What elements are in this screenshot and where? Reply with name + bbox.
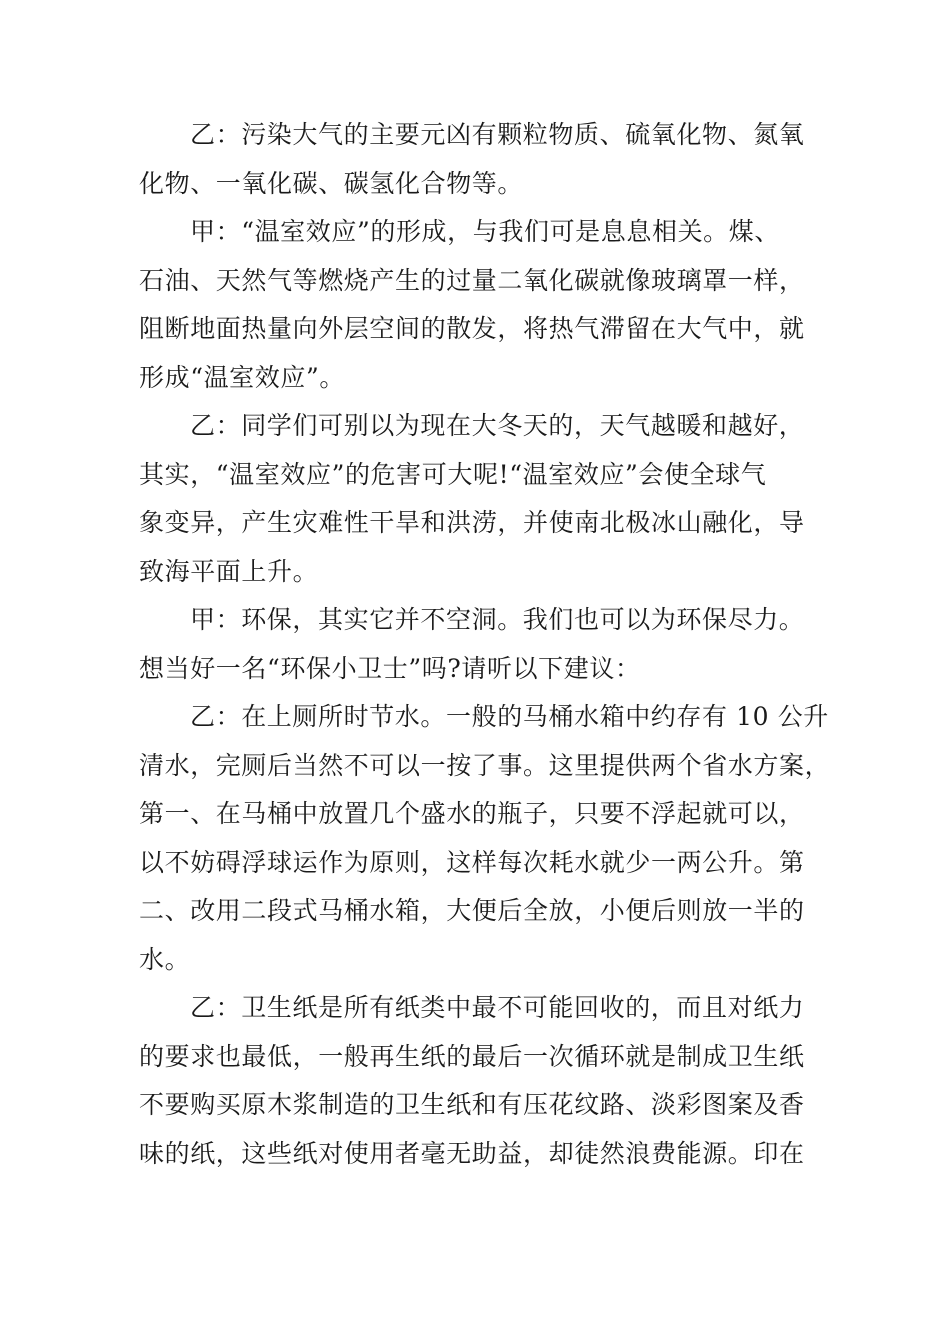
paragraph-pollutants [139,111,815,208]
text-line: 阻断地面热量向外层空间的散发，将热气滞留在大气中，就 [139,314,805,343]
text-line: 其实，“温室效应”的危害可大呢!“温室效应”会使全球气 [139,459,767,489]
text-line: 致海平面上升。 [139,556,319,586]
text-line: 以不妨碍浮球运作为原则，这样每次耗水就少一两公升。第 [139,847,805,877]
text-line: 不要购买原木浆制造的卫生纸和有压花纹路、淡彩图案及香 [139,1090,805,1119]
paragraph-toilet-water [139,693,831,984]
paragraph-toilet-paper [139,984,815,1178]
text-line: 乙：卫生纸是所有纸类中最不可能回收的，而且对纸力 [190,993,805,1022]
document-body [139,111,831,1178]
text-line: 第一、在马桶中放置几个盛水的瓶子，只要不浮起就可以， [139,799,805,828]
paragraph-environment-guard [139,596,815,693]
paragraph-greenhouse-harm [139,402,815,596]
text-line: 形成“温室效应”。 [139,362,345,392]
text-line: 的要求也最低，一般再生纸的最后一次循环就是制成卫生纸 [139,1041,805,1071]
text-line: 甲：“温室效应”的形成，与我们可是息息相关。煤、 [190,217,780,246]
text-line: 乙：在上厕所时节水。一般的马桶水箱中约存有 10 公升 [190,702,829,731]
text-line: 水。 [139,944,191,974]
text-line: 乙：同学们可别以为现在大冬天的，天气越暖和越好， [190,411,805,440]
text-line: 化物、一氧化碳、碳氢化合物等。 [139,168,524,198]
text-line: 味的纸，这些纸对使用者毫无助益，却徒然浪费能源。印在 [139,1138,805,1168]
text-line: 石油、天然气等燃烧产生的过量二氧化碳就像玻璃罩一样， [139,265,805,295]
text-line: 二、改用二段式马桶水箱，大便后全放，小便后则放一半的 [139,896,805,925]
text-line: 甲：环保，其实它并不空洞。我们也可以为环保尽力。 [190,605,805,634]
text-line: 清水，完厕后当然不可以一按了事。这里提供两个省水方案， [139,750,831,780]
paragraph-greenhouse-formation [139,208,815,402]
text-line: 想当好一名“环保小卫士”吗?请听以下建议： [139,653,641,683]
text-line: 象变异，产生灾难性干旱和洪涝，并使南北极冰山融化，导 [139,508,805,537]
text-line: 乙：污染大气的主要元凶有颗粒物质、硫氧化物、氮氧 [190,120,805,149]
